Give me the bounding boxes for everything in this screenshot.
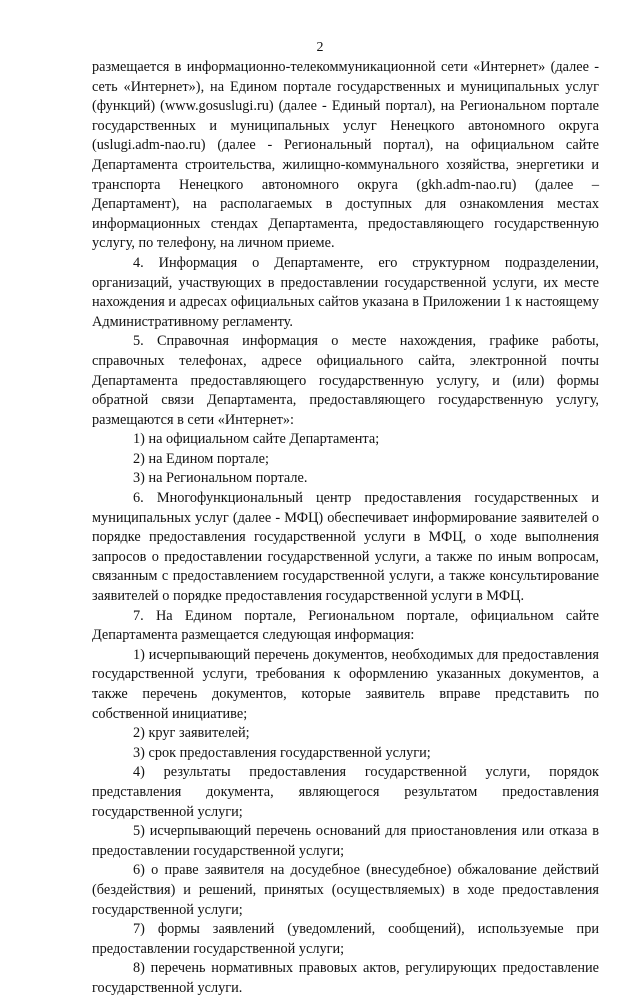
paragraph-4: 4. Информация о Департаменте, его структурном подразделении, организаций, участвующих в предоставлении государственной услуги, их месте нахождения и адресах официальных сайтов указана в Приложении 1 к настоящему Административному регламенту. [92, 254, 599, 330]
document-body [92, 58, 599, 999]
list-item-7-2: 2) круг заявителей; [133, 725, 250, 742]
page-number: 2 [316, 40, 324, 55]
list-item-7-4: 4) результаты предоставления государственной услуги, порядок представления документа, являющегося результатом предоставления государственной услуги; [92, 764, 599, 820]
list-item-5-2: 2) на Едином портале; [133, 450, 269, 467]
paragraph-7: 7. На Едином портале, Региональном портале, официальном сайте Департамента размещается следующая информация: [92, 607, 599, 644]
list-item-7-8: 8) перечень нормативных правовых актов, регулирующих предоставление государственной услуги. [92, 960, 599, 996]
list-item-7-7: 7) формы заявлений (уведомлений, сообщений), используемые при предоставлении государственной услуги; [92, 921, 599, 957]
list-item-5-1: 1) на официальном сайте Департамента; [133, 431, 380, 448]
paragraph-6: 6. Многофункциональный центр предоставления государственных и муниципальных услуг (далее - МФЦ) обеспечивает информирование заявителей о порядке предоставления государственной услуги в МФЦ, о ходе выполнения запросов о предоставлении государственной услуги, а также по иным вопросам, связанным с предоставлением государственной услуги, а также консультирование заявителей о порядке предоставления государственной услуги в МФЦ. [92, 490, 599, 605]
paragraph-continuation: размещается в информационно-телекоммуникационной сети «Интернет» (далее - сеть «Интернет»), на Едином портале государственных и муниципальных услуг (функций) (www.gosuslugi.ru) (далее - Единый портал), на Региональном портале государственных и муниципальных услуг Ненецкого автономного округа (uslugi.adm-nao.ru) (далее - Региональный портал), на официальном сайте Департамента строительства, жилищно-коммунального хозяйства, энергетики и транспорта Ненецкого автономного округа (gkh.adm-nao.ru) (далее – Департамент), на располагаемых в доступных для ознакомления местах информационных стендах Департамента, предоставляющего государственную услугу, по телефону, на личном приеме. [92, 59, 599, 252]
list-item-7-3: 3) срок предоставления государственной услуги; [133, 744, 431, 761]
list-item-7-1: 1) исчерпывающий перечень документов, необходимых для предоставления государственной услуги, требования к оформлению указанных документов, а также перечень документов, которые заявитель вправе представить по собственной инициативе; [92, 646, 599, 722]
list-item-7-5: 5) исчерпывающий перечень оснований для приостановления или отказа в предоставлении государственной услуги; [92, 823, 599, 859]
list-item-5-3: 3) на Региональном портале. [133, 470, 308, 487]
list-item-7-6: 6) о праве заявителя на досудебное (внесудебное) обжалование действий (бездействия) и решений, принятых (осуществляемых) в ходе предоставления государственной услуги; [92, 862, 599, 918]
paragraph-5: 5. Справочная информация о месте нахождения, графике работы, справочных телефонах, адресе официального сайта, электронной почты Департамента предоставляющего государственную услугу, и (или) формы обратной связи Департамента, предоставляющего государственную услугу, размещаются в сети «Интернет»: [92, 333, 599, 428]
